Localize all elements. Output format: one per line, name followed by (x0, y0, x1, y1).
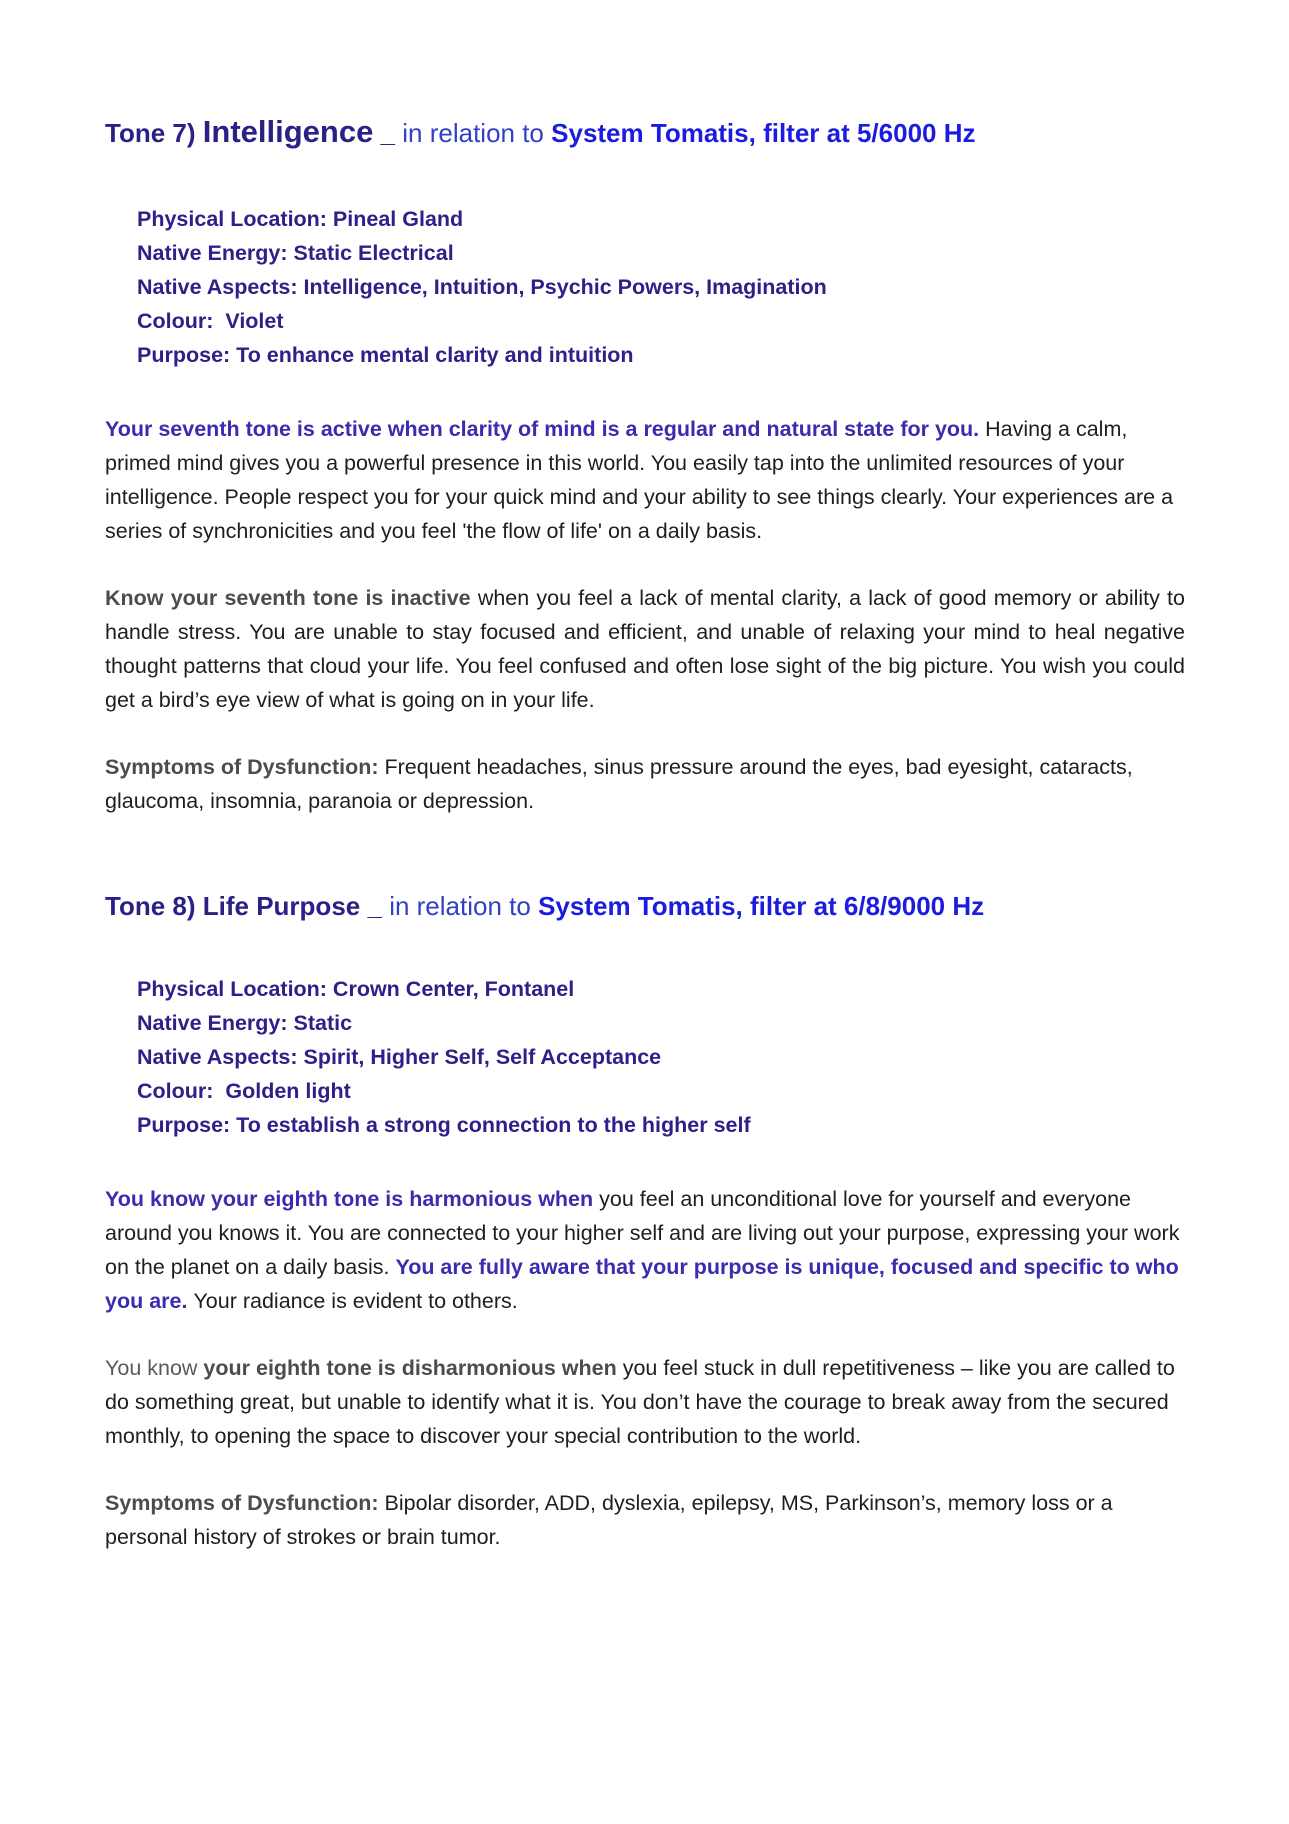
tone7-heading (105, 113, 1185, 152)
tone8-title: Life Purpose (202, 890, 361, 921)
tone7-inactive-paragraph (105, 581, 1191, 717)
text-run-body: you feel stuck in dull repetitiveness – like you are called to do something great, but unable to identify what it is. You don’t have the courage to break away from the secured monthly, to opening the space to discover your special contribution to the world. (105, 1356, 1181, 1449)
text-run-body: Frequent headaches, sinus pressure around the eyes, bad eyesight, cataracts, glaucoma, insomnia, paranoia or depression. (105, 754, 1139, 813)
tone7-number: Tone 7) (105, 118, 196, 148)
tone8-heading (105, 890, 1185, 923)
text-run-lead-navy: Your seventh tone is active when clarity of mind is a regular and natural state for you. (105, 416, 986, 441)
tone8-connector-text: in relation to (389, 890, 531, 921)
tone7-system-label: System Tomatis, filter at 5/6000 Hz (551, 118, 976, 148)
text-run-body: you feel an unconditional love for yourself and everyone around you knows it. You are connected to your higher self and are living out your purpose, expressing your work on the planet on a daily basis. (105, 1187, 1186, 1280)
text-run-lead-gray: your eighth tone is disharmonious when (203, 1356, 623, 1381)
text-run-body: Your radiance is evident to others. (193, 1289, 518, 1314)
attribute-line: Physical Location: Crown Center, Fontanel (137, 977, 575, 1002)
text-run-lead-gray: Symptoms of Dysfunction: (105, 754, 385, 779)
tone7-title: Intelligence (202, 114, 374, 149)
tone8-attributes-list (137, 972, 1185, 1142)
text-run-lead-gray: Know your seventh tone is inactive (105, 585, 478, 610)
text-run-gray: You know (105, 1356, 204, 1381)
tone7-attributes-list (137, 202, 1185, 372)
text-run-lead-gray: Symptoms of Dysfunction: (105, 1491, 385, 1516)
section-tone8 (105, 890, 1185, 1555)
tone7-active-paragraph (105, 412, 1185, 548)
text-run-body: when you feel a lack of mental clarity, a lack of good memory or ability to handle stress. You are unable to stay focused and efficient, and unable of relaxing your mind to heal negative thought patterns that cloud your life. You feel confused and often lose sight of the big picture. You wish you could get a bird’s eye view of what is going on in your life. (105, 585, 1191, 712)
text-run-body: Having a calm, primed mind gives you a powerful presence in this world. You easily tap into the unlimited resources of your intelligence. People respect you for your quick mind and your ability to see things clearly. Your experiences are a series of synchronicities and you feel 'the flow of life' on a daily basis. (105, 416, 1180, 543)
tone8-symptoms-paragraph (105, 1486, 1185, 1554)
tone7-connector-text: in relation to (402, 118, 544, 148)
tone8-system-label: System Tomatis, filter at 6/8/9000 Hz (538, 890, 985, 921)
attribute-line: Native Aspects: Spirit, Higher Self, Self Acceptance (137, 1045, 662, 1070)
text-run-lead-navy: You are fully aware that your purpose is unique, focused and specific to who you are. (105, 1255, 1185, 1314)
tone7-separator: _ (380, 118, 396, 148)
section-tone7 (105, 113, 1191, 818)
text-run-body: Bipolar disorder, ADD, dyslexia, epilepsy, MS, Parkinson’s, memory loss or a personal history of strokes or brain tumor. (105, 1491, 1119, 1550)
attribute-line: Native Aspects: Intelligence, Intuition, Psychic Powers, Imagination (137, 274, 827, 299)
attribute-line: Physical Location: Pineal Gland (137, 206, 464, 231)
tone8-separator: _ (367, 890, 382, 921)
tone7-symptoms-paragraph (105, 750, 1185, 818)
text-run-lead-navy: You know your eighth tone is harmonious when (105, 1187, 600, 1212)
attribute-line: Purpose: To enhance mental clarity and intuition (137, 342, 634, 367)
tone8-harmonious-paragraph (105, 1182, 1185, 1318)
attribute-line: Native Energy: Static Electrical (137, 240, 454, 265)
attribute-line: Purpose: To establish a strong connection to the higher self (137, 1113, 751, 1138)
tone8-number: Tone 8) (105, 890, 196, 921)
attribute-line: Native Energy: Static (137, 1011, 353, 1036)
attribute-line: Colour: Golden light (137, 1079, 351, 1104)
attribute-line: Colour: Violet (137, 308, 284, 333)
tone8-disharmonious-paragraph (105, 1351, 1185, 1453)
